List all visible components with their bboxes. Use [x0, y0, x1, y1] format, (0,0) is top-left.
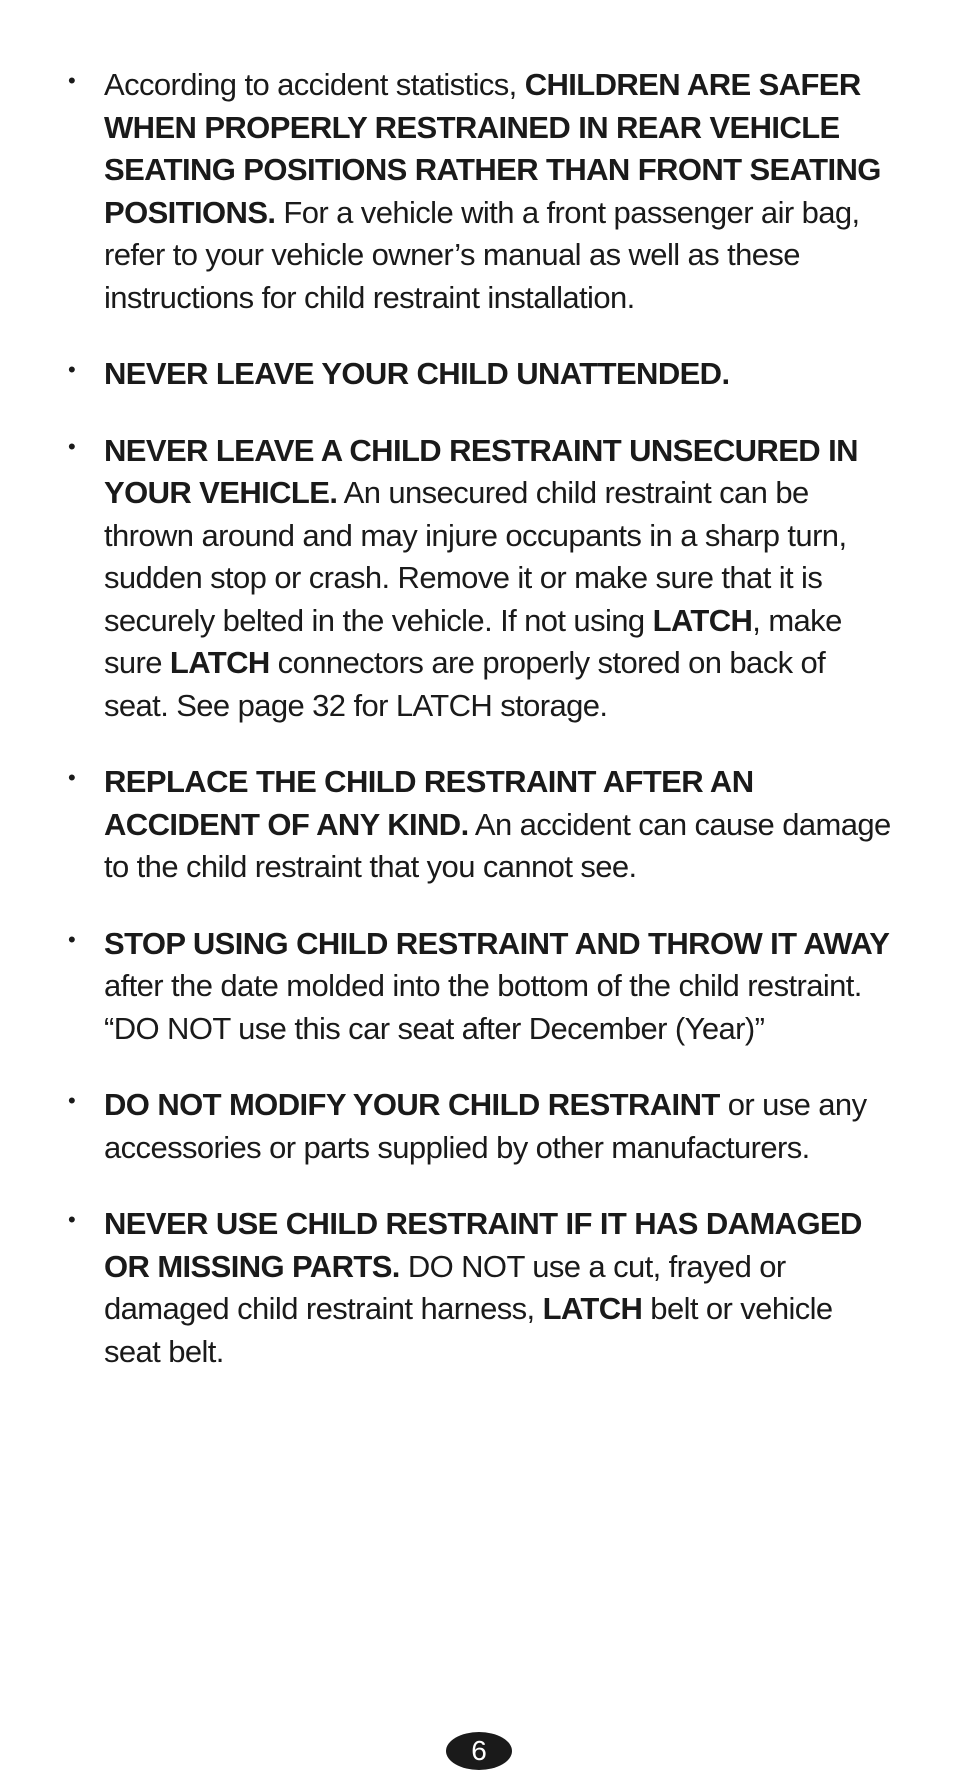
text-segment: , make sure — [104, 602, 842, 680]
bullet-item-unattended — [64, 353, 894, 396]
bullet-point-icon: • — [68, 1088, 76, 1113]
bold-latch-text: LATCH — [542, 1291, 643, 1326]
text-segment: belt or vehicle seat belt. — [104, 1291, 833, 1369]
bold-warning-text: STOP USING CHILD RESTRAINT AND THROW IT AWAY — [104, 925, 890, 961]
bullet-item-unsecured-restraint — [64, 430, 894, 728]
text-segment: According to accident statistics, — [104, 67, 525, 102]
bullet-item-expiration — [64, 923, 894, 1051]
bold-latch-text: LATCH — [169, 645, 270, 680]
bold-warning-text: NEVER USE CHILD RESTRAINT IF IT HAS DAMAGED OR MISSING PARTS. — [104, 1206, 862, 1284]
bold-warning-text: CHILDREN ARE SAFER WHEN PROPERLY RESTRAINED IN REAR VEHICLE SEATING POSITIONS RATHER THAN FRONT SEATING POSITIONS. — [104, 67, 881, 230]
bullet-point-icon: • — [68, 926, 76, 952]
text-segment: An accident can cause damage to the child restraint that you cannot see. — [104, 806, 891, 884]
bold-warning-text: NEVER LEAVE YOUR CHILD UNATTENDED. — [104, 356, 730, 391]
text-segment: An unsecured child restraint can be thrown around and may injure occupants in a sharp turn, sudden stop or crash. Remove it or make sure that it is securely belted in the vehicle. If not using — [104, 475, 847, 638]
bullet-item-replace-after-accident — [64, 761, 894, 889]
text-segment: For a vehicle with a front passenger air bag, refer to your vehicle owner’s manual as well as these instructions for child restraint installation. — [104, 194, 860, 315]
bullet-point-icon: • — [68, 433, 76, 459]
bullet-point-icon: • — [68, 1207, 76, 1232]
text-segment: or use any accessories or parts supplied by other manufacturers. — [104, 1087, 867, 1165]
text-segment: connectors are properly stored on back of seat. See page 32 for LATCH storage. — [104, 645, 826, 723]
bullet-point-icon: • — [68, 765, 76, 790]
bullet-point-icon: • — [68, 68, 76, 93]
page-number: 6 — [446, 1732, 512, 1770]
bullet-item-damaged-parts — [64, 1203, 894, 1373]
bullet-item-do-not-modify — [64, 1084, 894, 1169]
text-segment: after the date molded into the bottom of the child restraint. “DO NOT use this car seat after December (Year)” — [104, 968, 862, 1046]
text-segment: DO NOT use a cut, frayed or damaged child restraint harness, — [104, 1248, 786, 1326]
bold-latch-text: LATCH — [652, 602, 753, 638]
warning-bullet-list — [64, 64, 894, 1373]
bold-warning-text: DO NOT MODIFY YOUR CHILD RESTRAINT — [104, 1087, 720, 1122]
bullet-point-icon: • — [68, 357, 76, 382]
bullet-item-rear-seating — [64, 64, 894, 319]
bold-warning-text: REPLACE THE CHILD RESTRAINT AFTER AN ACCIDENT OF ANY KIND. — [104, 764, 754, 842]
bold-warning-text: NEVER LEAVE A CHILD RESTRAINT UNSECURED IN YOUR VEHICLE. — [104, 432, 858, 510]
